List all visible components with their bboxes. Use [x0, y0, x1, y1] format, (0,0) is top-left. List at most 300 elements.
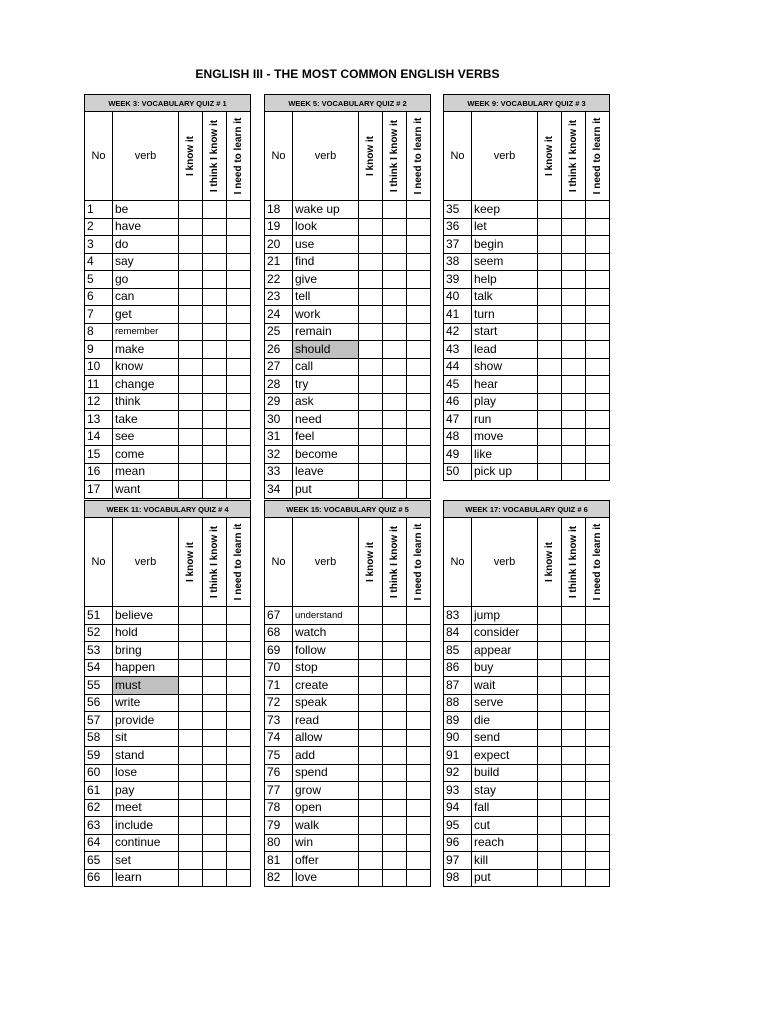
i-need-to-learn-it-checkbox-cell[interactable]: [586, 764, 610, 782]
i-know-it-checkbox-cell[interactable]: [538, 446, 562, 464]
verb-cell: walk: [293, 817, 359, 835]
i-need-to-learn-it-checkbox-cell[interactable]: [227, 799, 251, 817]
i-think-i-know-it-checkbox-cell[interactable]: [562, 218, 586, 236]
i-know-it-checkbox-cell[interactable]: [538, 712, 562, 730]
i-think-i-know-it-checkbox-cell[interactable]: [383, 463, 407, 481]
i-need-to-learn-it-checkbox-cell[interactable]: [227, 729, 251, 747]
i-need-to-learn-it-checkbox-cell[interactable]: [407, 218, 431, 236]
i-know-it-checkbox-cell[interactable]: [359, 694, 383, 712]
i-think-i-know-it-checkbox-cell[interactable]: [383, 607, 407, 625]
i-need-to-learn-it-checkbox-cell[interactable]: [227, 271, 251, 289]
i-think-i-know-it-checkbox-cell[interactable]: [383, 306, 407, 324]
i-think-i-know-it-checkbox-cell[interactable]: [203, 271, 227, 289]
i-think-i-know-it-checkbox-cell[interactable]: [562, 799, 586, 817]
i-think-i-know-it-checkbox-cell[interactable]: [562, 446, 586, 464]
i-think-i-know-it-checkbox-cell[interactable]: [383, 446, 407, 464]
i-know-it-checkbox-cell[interactable]: [538, 428, 562, 446]
i-need-to-learn-it-checkbox-cell[interactable]: [407, 306, 431, 324]
i-need-to-learn-it-checkbox-cell[interactable]: [586, 607, 610, 625]
i-know-it-checkbox-cell[interactable]: [359, 624, 383, 642]
i-need-to-learn-it-checkbox-cell[interactable]: [586, 782, 610, 800]
i-need-to-learn-it-checkbox-cell[interactable]: [407, 323, 431, 341]
i-need-to-learn-it-checkbox-cell[interactable]: [227, 236, 251, 254]
i-think-i-know-it-checkbox-cell[interactable]: [383, 782, 407, 800]
i-need-to-learn-it-checkbox-cell[interactable]: [586, 411, 610, 429]
i-know-it-checkbox-cell[interactable]: [538, 782, 562, 800]
i-need-to-learn-it-checkbox-cell[interactable]: [227, 306, 251, 324]
i-know-it-checkbox-cell[interactable]: [538, 218, 562, 236]
i-think-i-know-it-checkbox-cell[interactable]: [383, 852, 407, 870]
i-need-to-learn-it-checkbox-cell[interactable]: [586, 694, 610, 712]
i-think-i-know-it-checkbox-cell[interactable]: [203, 411, 227, 429]
i-need-to-learn-it-checkbox-cell[interactable]: [227, 288, 251, 306]
i-know-it-checkbox-cell[interactable]: [538, 271, 562, 289]
i-need-to-learn-it-checkbox-cell[interactable]: [586, 677, 610, 695]
i-know-it-checkbox-cell[interactable]: [538, 729, 562, 747]
i-know-it-checkbox-cell[interactable]: [359, 376, 383, 394]
i-think-i-know-it-checkbox-cell[interactable]: [383, 869, 407, 887]
i-think-i-know-it-checkbox-cell[interactable]: [203, 747, 227, 765]
i-think-i-know-it-checkbox-cell[interactable]: [203, 852, 227, 870]
i-need-to-learn-it-checkbox-cell[interactable]: [407, 659, 431, 677]
i-need-to-learn-it-checkbox-cell[interactable]: [586, 659, 610, 677]
i-know-it-checkbox-cell[interactable]: [538, 764, 562, 782]
i-need-to-learn-it-checkbox-cell[interactable]: [407, 799, 431, 817]
i-need-to-learn-it-checkbox-cell[interactable]: [227, 694, 251, 712]
i-know-it-checkbox-cell[interactable]: [179, 236, 203, 254]
i-know-it-checkbox-cell[interactable]: [538, 624, 562, 642]
i-know-it-checkbox-cell[interactable]: [538, 463, 562, 481]
i-need-to-learn-it-checkbox-cell[interactable]: [407, 288, 431, 306]
i-know-it-checkbox-cell[interactable]: [179, 288, 203, 306]
i-need-to-learn-it-checkbox-cell[interactable]: [227, 201, 251, 219]
i-think-i-know-it-checkbox-cell[interactable]: [562, 729, 586, 747]
i-need-to-learn-it-checkbox-cell[interactable]: [407, 201, 431, 219]
i-need-to-learn-it-checkbox-cell[interactable]: [407, 253, 431, 271]
i-think-i-know-it-checkbox-cell[interactable]: [562, 376, 586, 394]
i-know-it-checkbox-cell[interactable]: [538, 358, 562, 376]
i-need-to-learn-it-checkbox-cell[interactable]: [407, 747, 431, 765]
i-need-to-learn-it-checkbox-cell[interactable]: [586, 341, 610, 359]
i-think-i-know-it-checkbox-cell[interactable]: [562, 834, 586, 852]
i-think-i-know-it-checkbox-cell[interactable]: [562, 624, 586, 642]
i-think-i-know-it-checkbox-cell[interactable]: [562, 747, 586, 765]
i-know-it-checkbox-cell[interactable]: [538, 288, 562, 306]
i-know-it-checkbox-cell[interactable]: [538, 747, 562, 765]
i-think-i-know-it-checkbox-cell[interactable]: [562, 201, 586, 219]
i-think-i-know-it-checkbox-cell[interactable]: [383, 288, 407, 306]
i-need-to-learn-it-checkbox-cell[interactable]: [227, 218, 251, 236]
verb-number: 79: [265, 817, 293, 835]
i-think-i-know-it-checkbox-cell[interactable]: [383, 428, 407, 446]
i-think-i-know-it-checkbox-cell[interactable]: [203, 712, 227, 730]
i-think-i-know-it-checkbox-cell[interactable]: [562, 323, 586, 341]
i-think-i-know-it-checkbox-cell[interactable]: [383, 817, 407, 835]
i-know-it-checkbox-cell[interactable]: [359, 253, 383, 271]
i-need-to-learn-it-checkbox-cell[interactable]: [586, 747, 610, 765]
i-know-it-checkbox-cell[interactable]: [359, 428, 383, 446]
i-know-it-checkbox-cell[interactable]: [179, 799, 203, 817]
i-think-i-know-it-checkbox-cell[interactable]: [383, 411, 407, 429]
i-think-i-know-it-checkbox-cell[interactable]: [383, 376, 407, 394]
i-need-to-learn-it-checkbox-cell[interactable]: [586, 834, 610, 852]
i-think-i-know-it-checkbox-cell[interactable]: [562, 288, 586, 306]
i-know-it-checkbox-cell[interactable]: [179, 677, 203, 695]
i-need-to-learn-it-checkbox-cell[interactable]: [586, 729, 610, 747]
i-think-i-know-it-checkbox-cell[interactable]: [203, 799, 227, 817]
i-think-i-know-it-checkbox-cell[interactable]: [203, 481, 227, 499]
i-think-i-know-it-checkbox-cell[interactable]: [203, 218, 227, 236]
i-think-i-know-it-checkbox-cell[interactable]: [203, 694, 227, 712]
i-know-it-checkbox-cell[interactable]: [359, 834, 383, 852]
i-need-to-learn-it-checkbox-cell[interactable]: [586, 236, 610, 254]
i-know-it-checkbox-cell[interactable]: [179, 869, 203, 887]
i-need-to-learn-it-checkbox-cell[interactable]: [407, 869, 431, 887]
i-know-it-checkbox-cell[interactable]: [359, 729, 383, 747]
i-think-i-know-it-checkbox-cell[interactable]: [203, 607, 227, 625]
i-know-it-checkbox-cell[interactable]: [538, 659, 562, 677]
i-need-to-learn-it-checkbox-cell[interactable]: [586, 642, 610, 660]
i-think-i-know-it-checkbox-cell[interactable]: [562, 677, 586, 695]
i-know-it-checkbox-cell[interactable]: [179, 341, 203, 359]
i-need-to-learn-it-checkbox-cell[interactable]: [407, 764, 431, 782]
i-need-to-learn-it-checkbox-cell[interactable]: [227, 446, 251, 464]
i-know-it-checkbox-cell[interactable]: [359, 463, 383, 481]
i-need-to-learn-it-checkbox-cell[interactable]: [586, 288, 610, 306]
i-think-i-know-it-checkbox-cell[interactable]: [383, 393, 407, 411]
i-know-it-checkbox-cell[interactable]: [179, 253, 203, 271]
i-think-i-know-it-checkbox-cell[interactable]: [383, 323, 407, 341]
i-need-to-learn-it-checkbox-cell[interactable]: [586, 463, 610, 481]
i-know-it-checkbox-cell[interactable]: [538, 411, 562, 429]
i-think-i-know-it-checkbox-cell[interactable]: [562, 782, 586, 800]
i-need-to-learn-it-checkbox-cell[interactable]: [227, 712, 251, 730]
i-know-it-checkbox-cell[interactable]: [538, 694, 562, 712]
i-think-i-know-it-checkbox-cell[interactable]: [562, 607, 586, 625]
i-need-to-learn-it-checkbox-cell[interactable]: [407, 463, 431, 481]
i-need-to-learn-it-checkbox-cell[interactable]: [227, 428, 251, 446]
i-think-i-know-it-checkbox-cell[interactable]: [562, 341, 586, 359]
i-think-i-know-it-checkbox-cell[interactable]: [203, 446, 227, 464]
i-know-it-checkbox-cell[interactable]: [179, 852, 203, 870]
i-need-to-learn-it-checkbox-cell[interactable]: [407, 481, 431, 499]
i-think-i-know-it-checkbox-cell[interactable]: [562, 253, 586, 271]
i-need-to-learn-it-checkbox-cell[interactable]: [407, 642, 431, 660]
i-think-i-know-it-checkbox-cell[interactable]: [203, 288, 227, 306]
i-think-i-know-it-checkbox-cell[interactable]: [203, 428, 227, 446]
i-need-to-learn-it-checkbox-cell[interactable]: [407, 393, 431, 411]
i-need-to-learn-it-checkbox-cell[interactable]: [227, 834, 251, 852]
i-know-it-checkbox-cell[interactable]: [538, 642, 562, 660]
i-know-it-checkbox-cell[interactable]: [359, 481, 383, 499]
i-think-i-know-it-checkbox-cell[interactable]: [383, 341, 407, 359]
i-know-it-checkbox-cell[interactable]: [538, 607, 562, 625]
i-need-to-learn-it-checkbox-cell[interactable]: [407, 834, 431, 852]
i-know-it-checkbox-cell[interactable]: [179, 446, 203, 464]
i-think-i-know-it-checkbox-cell[interactable]: [383, 236, 407, 254]
i-need-to-learn-it-checkbox-cell[interactable]: [227, 659, 251, 677]
i-know-it-checkbox-cell[interactable]: [179, 393, 203, 411]
i-think-i-know-it-checkbox-cell[interactable]: [562, 358, 586, 376]
i-need-to-learn-it-checkbox-cell[interactable]: [227, 323, 251, 341]
i-know-it-checkbox-cell[interactable]: [359, 411, 383, 429]
i-think-i-know-it-checkbox-cell[interactable]: [383, 271, 407, 289]
i-know-it-checkbox-cell[interactable]: [179, 659, 203, 677]
i-need-to-learn-it-checkbox-cell[interactable]: [227, 481, 251, 499]
i-know-it-checkbox-cell[interactable]: [179, 782, 203, 800]
i-need-to-learn-it-checkbox-cell[interactable]: [227, 747, 251, 765]
i-know-it-checkbox-cell[interactable]: [359, 747, 383, 765]
i-know-it-checkbox-cell[interactable]: [359, 236, 383, 254]
i-think-i-know-it-checkbox-cell[interactable]: [562, 642, 586, 660]
i-think-i-know-it-checkbox-cell[interactable]: [203, 659, 227, 677]
i-think-i-know-it-checkbox-cell[interactable]: [203, 376, 227, 394]
i-know-it-checkbox-cell[interactable]: [359, 659, 383, 677]
i-need-to-learn-it-checkbox-cell[interactable]: [407, 376, 431, 394]
i-think-i-know-it-checkbox-cell[interactable]: [562, 712, 586, 730]
i-think-i-know-it-checkbox-cell[interactable]: [383, 764, 407, 782]
i-know-it-checkbox-cell[interactable]: [179, 764, 203, 782]
i-know-it-checkbox-cell[interactable]: [359, 852, 383, 870]
i-need-to-learn-it-checkbox-cell[interactable]: [407, 446, 431, 464]
i-need-to-learn-it-checkbox-cell[interactable]: [586, 393, 610, 411]
i-think-i-know-it-checkbox-cell[interactable]: [383, 201, 407, 219]
i-need-to-learn-it-checkbox-cell[interactable]: [586, 323, 610, 341]
i-know-it-checkbox-cell[interactable]: [359, 201, 383, 219]
i-know-it-checkbox-cell[interactable]: [359, 677, 383, 695]
i-know-it-checkbox-cell[interactable]: [359, 607, 383, 625]
i-need-to-learn-it-checkbox-cell[interactable]: [586, 271, 610, 289]
i-need-to-learn-it-checkbox-cell[interactable]: [407, 712, 431, 730]
i-need-to-learn-it-checkbox-cell[interactable]: [586, 869, 610, 887]
i-think-i-know-it-checkbox-cell[interactable]: [203, 463, 227, 481]
i-need-to-learn-it-checkbox-cell[interactable]: [407, 694, 431, 712]
i-need-to-learn-it-checkbox-cell[interactable]: [586, 376, 610, 394]
i-know-it-checkbox-cell[interactable]: [359, 782, 383, 800]
i-need-to-learn-it-checkbox-cell[interactable]: [227, 253, 251, 271]
i-think-i-know-it-checkbox-cell[interactable]: [203, 393, 227, 411]
i-think-i-know-it-checkbox-cell[interactable]: [383, 218, 407, 236]
i-know-it-checkbox-cell[interactable]: [179, 376, 203, 394]
i-know-it-checkbox-cell[interactable]: [179, 306, 203, 324]
i-know-it-checkbox-cell[interactable]: [179, 463, 203, 481]
i-know-it-checkbox-cell[interactable]: [179, 642, 203, 660]
i-need-to-learn-it-checkbox-cell[interactable]: [227, 341, 251, 359]
i-know-it-checkbox-cell[interactable]: [538, 236, 562, 254]
i-think-i-know-it-checkbox-cell[interactable]: [383, 834, 407, 852]
i-need-to-learn-it-checkbox-cell[interactable]: [227, 764, 251, 782]
i-need-to-learn-it-checkbox-cell[interactable]: [227, 393, 251, 411]
i-know-it-checkbox-cell[interactable]: [179, 624, 203, 642]
i-know-it-checkbox-cell[interactable]: [538, 376, 562, 394]
i-think-i-know-it-checkbox-cell[interactable]: [383, 677, 407, 695]
i-know-it-checkbox-cell[interactable]: [538, 323, 562, 341]
i-know-it-checkbox-cell[interactable]: [538, 341, 562, 359]
i-need-to-learn-it-checkbox-cell[interactable]: [407, 341, 431, 359]
i-think-i-know-it-checkbox-cell[interactable]: [203, 869, 227, 887]
i-need-to-learn-it-checkbox-cell[interactable]: [586, 624, 610, 642]
i-know-it-checkbox-cell[interactable]: [538, 834, 562, 852]
i-know-it-checkbox-cell[interactable]: [359, 642, 383, 660]
i-need-to-learn-it-checkbox-cell[interactable]: [407, 358, 431, 376]
i-think-i-know-it-checkbox-cell[interactable]: [562, 236, 586, 254]
i-think-i-know-it-checkbox-cell[interactable]: [383, 799, 407, 817]
i-know-it-checkbox-cell[interactable]: [179, 712, 203, 730]
i-think-i-know-it-checkbox-cell[interactable]: [203, 306, 227, 324]
i-think-i-know-it-checkbox-cell[interactable]: [203, 201, 227, 219]
i-think-i-know-it-column-header: [383, 518, 407, 607]
i-need-to-learn-it-checkbox-cell[interactable]: [586, 201, 610, 219]
i-need-to-learn-it-checkbox-cell[interactable]: [227, 852, 251, 870]
i-need-to-learn-it-checkbox-cell[interactable]: [227, 869, 251, 887]
i-know-it-checkbox-cell[interactable]: [359, 764, 383, 782]
i-know-it-checkbox-cell[interactable]: [359, 446, 383, 464]
i-know-it-checkbox-cell[interactable]: [179, 834, 203, 852]
i-think-i-know-it-checkbox-cell[interactable]: [203, 236, 227, 254]
i-know-it-checkbox-cell[interactable]: [359, 393, 383, 411]
i-know-it-checkbox-cell[interactable]: [538, 677, 562, 695]
i-need-to-learn-it-checkbox-cell[interactable]: [586, 306, 610, 324]
i-think-i-know-it-checkbox-cell[interactable]: [562, 428, 586, 446]
i-know-it-checkbox-cell[interactable]: [359, 817, 383, 835]
i-think-i-know-it-checkbox-cell[interactable]: [203, 358, 227, 376]
i-need-to-learn-it-checkbox-cell[interactable]: [586, 358, 610, 376]
i-know-it-checkbox-cell[interactable]: [179, 428, 203, 446]
i-think-i-know-it-checkbox-cell[interactable]: [203, 341, 227, 359]
i-need-to-learn-it-checkbox-cell[interactable]: [407, 817, 431, 835]
i-need-to-learn-it-checkbox-cell[interactable]: [407, 411, 431, 429]
i-need-to-learn-it-checkbox-cell[interactable]: [407, 236, 431, 254]
i-know-it-checkbox-cell[interactable]: [179, 271, 203, 289]
i-know-it-checkbox-cell[interactable]: [538, 817, 562, 835]
i-think-i-know-it-checkbox-cell[interactable]: [383, 712, 407, 730]
i-know-it-checkbox-cell[interactable]: [179, 729, 203, 747]
i-know-it-checkbox-cell[interactable]: [359, 869, 383, 887]
i-think-i-know-it-checkbox-cell[interactable]: [562, 271, 586, 289]
i-need-to-learn-it-checkbox-cell[interactable]: [586, 817, 610, 835]
i-think-i-know-it-checkbox-cell[interactable]: [203, 253, 227, 271]
i-think-i-know-it-checkbox-cell[interactable]: [203, 817, 227, 835]
i-think-i-know-it-checkbox-cell[interactable]: [383, 659, 407, 677]
i-need-to-learn-it-checkbox-cell[interactable]: [227, 607, 251, 625]
i-know-it-checkbox-cell[interactable]: [179, 607, 203, 625]
i-know-it-checkbox-cell[interactable]: [359, 712, 383, 730]
i-need-to-learn-it-checkbox-cell[interactable]: [227, 376, 251, 394]
i-think-i-know-it-checkbox-cell[interactable]: [203, 642, 227, 660]
i-think-i-know-it-checkbox-cell[interactable]: [203, 323, 227, 341]
verb-row: [265, 729, 431, 747]
i-know-it-checkbox-cell[interactable]: [179, 817, 203, 835]
i-think-i-know-it-checkbox-cell[interactable]: [383, 747, 407, 765]
i-think-i-know-it-checkbox-cell[interactable]: [562, 659, 586, 677]
i-need-to-learn-it-checkbox-cell[interactable]: [227, 358, 251, 376]
i-think-i-know-it-checkbox-cell[interactable]: [562, 852, 586, 870]
i-need-to-learn-it-checkbox-cell[interactable]: [407, 271, 431, 289]
i-know-it-checkbox-cell[interactable]: [538, 869, 562, 887]
i-think-i-know-it-checkbox-cell[interactable]: [203, 624, 227, 642]
i-know-it-checkbox-cell[interactable]: [359, 799, 383, 817]
i-need-to-learn-it-checkbox-cell[interactable]: [227, 624, 251, 642]
i-need-to-learn-it-checkbox-cell[interactable]: [227, 411, 251, 429]
i-need-to-learn-it-checkbox-cell[interactable]: [227, 463, 251, 481]
i-know-it-checkbox-cell[interactable]: [538, 852, 562, 870]
i-need-to-learn-it-checkbox-cell[interactable]: [227, 817, 251, 835]
i-think-i-know-it-checkbox-cell[interactable]: [383, 694, 407, 712]
i-think-i-know-it-checkbox-cell[interactable]: [383, 729, 407, 747]
i-need-to-learn-it-checkbox-cell[interactable]: [227, 677, 251, 695]
i-need-to-learn-it-checkbox-cell[interactable]: [586, 428, 610, 446]
i-need-to-learn-it-checkbox-cell[interactable]: [586, 253, 610, 271]
i-need-to-learn-it-checkbox-cell[interactable]: [586, 712, 610, 730]
i-know-it-checkbox-cell[interactable]: [538, 306, 562, 324]
i-think-i-know-it-checkbox-cell[interactable]: [562, 411, 586, 429]
i-need-to-learn-it-checkbox-cell[interactable]: [586, 799, 610, 817]
i-need-to-learn-it-checkbox-cell[interactable]: [407, 677, 431, 695]
i-know-it-checkbox-cell[interactable]: [179, 694, 203, 712]
i-think-i-know-it-checkbox-cell[interactable]: [383, 253, 407, 271]
i-need-to-learn-it-checkbox-cell[interactable]: [407, 607, 431, 625]
i-know-it-checkbox-cell[interactable]: [179, 218, 203, 236]
i-know-it-checkbox-cell[interactable]: [538, 799, 562, 817]
i-think-i-know-it-checkbox-cell[interactable]: [383, 481, 407, 499]
i-know-it-checkbox-cell[interactable]: [538, 393, 562, 411]
i-think-i-know-it-checkbox-cell[interactable]: [562, 393, 586, 411]
i-need-to-learn-it-checkbox-cell[interactable]: [227, 642, 251, 660]
i-think-i-know-it-checkbox-cell[interactable]: [203, 764, 227, 782]
i-need-to-learn-it-checkbox-cell[interactable]: [586, 852, 610, 870]
i-think-i-know-it-checkbox-cell[interactable]: [383, 358, 407, 376]
i-think-i-know-it-checkbox-cell[interactable]: [562, 817, 586, 835]
i-know-it-checkbox-cell[interactable]: [179, 411, 203, 429]
i-think-i-know-it-checkbox-cell[interactable]: [203, 729, 227, 747]
i-think-i-know-it-checkbox-cell[interactable]: [203, 782, 227, 800]
i-need-to-learn-it-checkbox-cell[interactable]: [407, 729, 431, 747]
i-know-it-checkbox-cell[interactable]: [538, 253, 562, 271]
i-need-to-learn-it-checkbox-cell[interactable]: [407, 428, 431, 446]
i-need-to-learn-it-checkbox-cell[interactable]: [407, 852, 431, 870]
i-know-it-checkbox-cell[interactable]: [179, 201, 203, 219]
i-think-i-know-it-checkbox-cell[interactable]: [383, 642, 407, 660]
i-need-to-learn-it-checkbox-cell[interactable]: [586, 446, 610, 464]
i-know-it-checkbox-cell[interactable]: [359, 323, 383, 341]
i-think-i-know-it-checkbox-cell[interactable]: [203, 834, 227, 852]
i-need-to-learn-it-checkbox-cell[interactable]: [407, 782, 431, 800]
i-know-it-checkbox-cell[interactable]: [179, 358, 203, 376]
i-know-it-checkbox-cell[interactable]: [359, 288, 383, 306]
i-need-to-learn-it-checkbox-cell[interactable]: [407, 624, 431, 642]
i-think-i-know-it-checkbox-cell[interactable]: [562, 463, 586, 481]
i-need-to-learn-it-checkbox-cell[interactable]: [227, 782, 251, 800]
i-know-it-checkbox-cell[interactable]: [359, 358, 383, 376]
i-know-it-checkbox-cell[interactable]: [179, 323, 203, 341]
i-need-to-learn-it-checkbox-cell[interactable]: [586, 218, 610, 236]
i-know-it-checkbox-cell[interactable]: [359, 341, 383, 359]
i-know-it-checkbox-cell[interactable]: [179, 481, 203, 499]
verb-number: 95: [444, 817, 472, 835]
i-know-it-checkbox-cell[interactable]: [359, 218, 383, 236]
i-know-it-checkbox-cell[interactable]: [179, 747, 203, 765]
i-know-it-checkbox-cell[interactable]: [538, 201, 562, 219]
i-think-i-know-it-checkbox-cell[interactable]: [562, 764, 586, 782]
i-think-i-know-it-checkbox-cell[interactable]: [562, 694, 586, 712]
i-know-it-checkbox-cell[interactable]: [359, 271, 383, 289]
i-think-i-know-it-checkbox-cell[interactable]: [383, 624, 407, 642]
verb-cell: lose: [113, 764, 179, 782]
i-think-i-know-it-checkbox-cell[interactable]: [203, 677, 227, 695]
i-think-i-know-it-checkbox-cell[interactable]: [562, 869, 586, 887]
i-think-i-know-it-checkbox-cell[interactable]: [562, 306, 586, 324]
i-know-it-checkbox-cell[interactable]: [359, 306, 383, 324]
